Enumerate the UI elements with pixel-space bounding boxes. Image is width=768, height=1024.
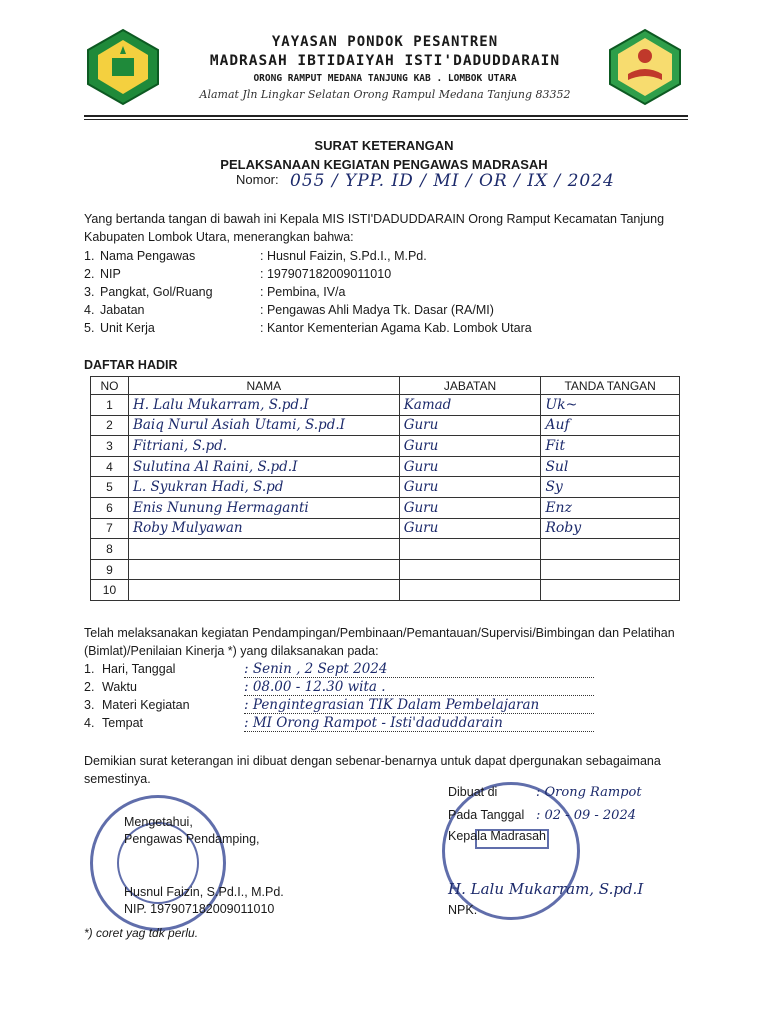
nomor-value: 055 / YPP. ID / MI / OR / IX / 2024: [290, 171, 615, 191]
row-position: Guru: [399, 415, 541, 436]
letterhead-foundation: YAYASAN PONDOK PESANTREN: [271, 34, 499, 50]
row-signature: Sy: [541, 477, 680, 498]
detail-value: : Kantor Kementerian Agama Kab. Lombok Utara: [260, 321, 532, 335]
table-row: [91, 415, 680, 436]
detail-value: : Pengawas Ahli Madya Tk. Dasar (RA/MI): [260, 303, 494, 317]
row-name: H. Lalu Mukarram, S.pd.I: [128, 395, 399, 416]
row-name: Roby Mulyawan: [128, 518, 399, 539]
table-row: [91, 518, 680, 539]
table-row: [91, 395, 680, 416]
row-signature: [541, 559, 680, 580]
detail-row: [84, 247, 532, 265]
detail-num: 2.: [84, 267, 95, 281]
row-number: 9: [91, 559, 129, 580]
school-logo: [606, 28, 684, 106]
detail-row: [84, 265, 532, 283]
signature-space: [124, 848, 284, 884]
supervisor-signature-block: [124, 814, 284, 918]
row-number: 2: [91, 415, 129, 436]
table-row: [91, 477, 680, 498]
row-name: Enis Nunung Hermaganti: [128, 497, 399, 518]
row-number: 8: [91, 539, 129, 560]
kemenag-logo: [84, 28, 162, 106]
row-signature: [541, 580, 680, 601]
row-number: 5: [91, 477, 129, 498]
detail-value: : 197907182009011010: [260, 267, 392, 281]
activity-num: 4.: [84, 716, 95, 730]
row-number: 4: [91, 456, 129, 477]
activity-row: [84, 714, 594, 732]
detail-num: 5.: [84, 321, 95, 335]
activity-paragraph: Telah melaksanakan kegiatan Pendampingan/Pembinaan/Pemantauan/Supervisi/Bimbingan dan Pelatihan (Bimlat)/Penilaian Kinerja *) yang dilaksanakan pada:: [84, 626, 675, 658]
detail-label: Pangkat, Gol/Ruang: [100, 285, 213, 299]
row-name: [128, 559, 399, 580]
activity-label: Waktu: [102, 680, 137, 694]
letterhead-rule-thin: [84, 119, 688, 120]
signature-space: [448, 845, 643, 881]
detail-label: Nama Pengawas: [100, 249, 196, 263]
closing-paragraph: Demikian surat keterangan ini dibuat dengan sebenar-benarnya untuk dapat dpergunakan sebagaimana semestinya.: [84, 754, 661, 786]
row-number: 3: [91, 436, 129, 457]
header-ttd: TANDA TANGAN: [541, 377, 680, 395]
detail-label: Unit Kerja: [100, 321, 155, 335]
activity-label: Hari, Tanggal: [102, 662, 176, 676]
detail-num: 3.: [84, 285, 95, 299]
row-position: Guru: [399, 497, 541, 518]
row-signature: Roby: [541, 518, 680, 539]
detail-row: [84, 283, 532, 301]
header-jabatan: JABATAN: [399, 377, 541, 395]
activity-value: : 08.00 - 12.30 wita .: [244, 678, 594, 696]
row-position: Kamad: [399, 395, 541, 416]
attendance-table: [90, 376, 680, 601]
row-position: Guru: [399, 518, 541, 539]
intro-paragraph: Yang bertanda tangan di bawah ini Kepala MIS ISTI'DADUDDARAIN Orong Ramput Kecamatan Tanjung Kabupaten Lombok Utara, menerangkan bahwa:: [84, 212, 665, 244]
row-name: [128, 539, 399, 560]
document-title: [0, 136, 768, 174]
activity-details: [84, 660, 594, 732]
detail-label: NIP: [100, 267, 121, 281]
letterhead-address: Alamat Jln Lingkar Selatan Orong Rampul Medana Tanjung 83352: [199, 88, 571, 101]
row-signature: Uk~: [541, 395, 680, 416]
detail-row: [84, 319, 532, 337]
table-row: [91, 436, 680, 457]
row-signature: Enz: [541, 497, 680, 518]
activity-value: : Pengintegrasian TIK Dalam Pembelajaran: [244, 696, 594, 714]
row-name: L. Syukran Hadi, S.pd: [128, 477, 399, 498]
row-position: Guru: [399, 436, 541, 457]
letterhead: [170, 34, 600, 101]
table-row: [91, 559, 680, 580]
sign-left-line1: Mengetahui,: [124, 815, 193, 829]
activity-row: [84, 678, 594, 696]
table-row: [91, 539, 680, 560]
activity-label: Tempat: [102, 716, 143, 730]
row-position: [399, 559, 541, 580]
title-line-2: PELAKSANAAN KEGIATAN PENGAWAS MADRASAH: [220, 157, 548, 172]
head-name: H. Lalu Mukarram, S.pd.I: [448, 880, 644, 898]
head-signature-block: [448, 784, 643, 919]
detail-num: 1.: [84, 249, 95, 263]
row-position: Guru: [399, 477, 541, 498]
activity-label: Materi Kegiatan: [102, 698, 190, 712]
detail-value: : Pembina, IV/a: [260, 285, 346, 299]
row-signature: Fit: [541, 436, 680, 457]
activity-num: 3.: [84, 698, 95, 712]
row-signature: Sul: [541, 456, 680, 477]
table-row: [91, 580, 680, 601]
row-name: [128, 580, 399, 601]
detail-num: 4.: [84, 303, 95, 317]
activity-row: [84, 660, 594, 678]
row-position: [399, 580, 541, 601]
activity-value: : Senin , 2 Sept 2024: [244, 660, 594, 678]
row-position: [399, 539, 541, 560]
row-number: 7: [91, 518, 129, 539]
row-name: Fitriani, S.pd.: [128, 436, 399, 457]
detail-row: [84, 301, 532, 319]
tanggal-label: Pada Tanggal: [448, 808, 525, 822]
tanggal-row: [448, 807, 643, 824]
pengawas-details: [84, 247, 532, 337]
head-title: Kepala Madrasah: [448, 829, 546, 843]
row-name: Baiq Nurul Asiah Utami, S.pd.I: [128, 415, 399, 436]
supervisor-name: Husnul Faizin, S.Pd.I., M.Pd.: [124, 885, 284, 899]
sign-left-line2: Pengawas Pendamping,: [124, 832, 260, 846]
activity-num: 1.: [84, 662, 95, 676]
letterhead-location: ORONG RAMPUT MEDANA TANJUNG KAB . LOMBOK UTARA: [253, 73, 517, 84]
row-signature: Auf: [541, 415, 680, 436]
table-row: [91, 497, 680, 518]
nomor-label: Nomor:: [236, 172, 279, 187]
tanggal-value: : 02 - 09 - 2024: [536, 808, 636, 823]
dibuat-row: [448, 784, 643, 801]
row-number: 6: [91, 497, 129, 518]
supervisor-nip: NIP. 197907182009011010: [124, 902, 275, 916]
header-nama: NAMA: [128, 377, 399, 395]
letterhead-rule: [84, 115, 688, 117]
head-npk: NPK.: [448, 903, 478, 917]
row-position: Guru: [399, 456, 541, 477]
detail-label: Jabatan: [100, 303, 145, 317]
table-header-row: [91, 377, 680, 395]
row-number: 1: [91, 395, 129, 416]
row-name: Sulutina Al Raini, S.pd.I: [128, 456, 399, 477]
header-no: NO: [91, 377, 129, 395]
title-line-1: SURAT KETERANGAN: [314, 138, 454, 153]
dibuat-label: Dibuat di: [448, 785, 498, 799]
activity-value: : MI Orong Rampot - Isti'daduddarain: [244, 714, 594, 732]
dibuat-value: : Orong Rampot: [536, 785, 642, 800]
attendance-title: DAFTAR HADIR: [84, 358, 178, 372]
activity-num: 2.: [84, 680, 95, 694]
detail-value: : Husnul Faizin, S.Pd.I., M.Pd.: [260, 249, 427, 263]
row-signature: [541, 539, 680, 560]
footnote: *) coret yag tdk perlu.: [84, 926, 199, 940]
row-number: 10: [91, 580, 129, 601]
table-row: [91, 456, 680, 477]
activity-row: [84, 696, 594, 714]
letterhead-school: MADRASAH IBTIDAIYAH ISTI'DADUDDARAIN: [209, 53, 561, 69]
